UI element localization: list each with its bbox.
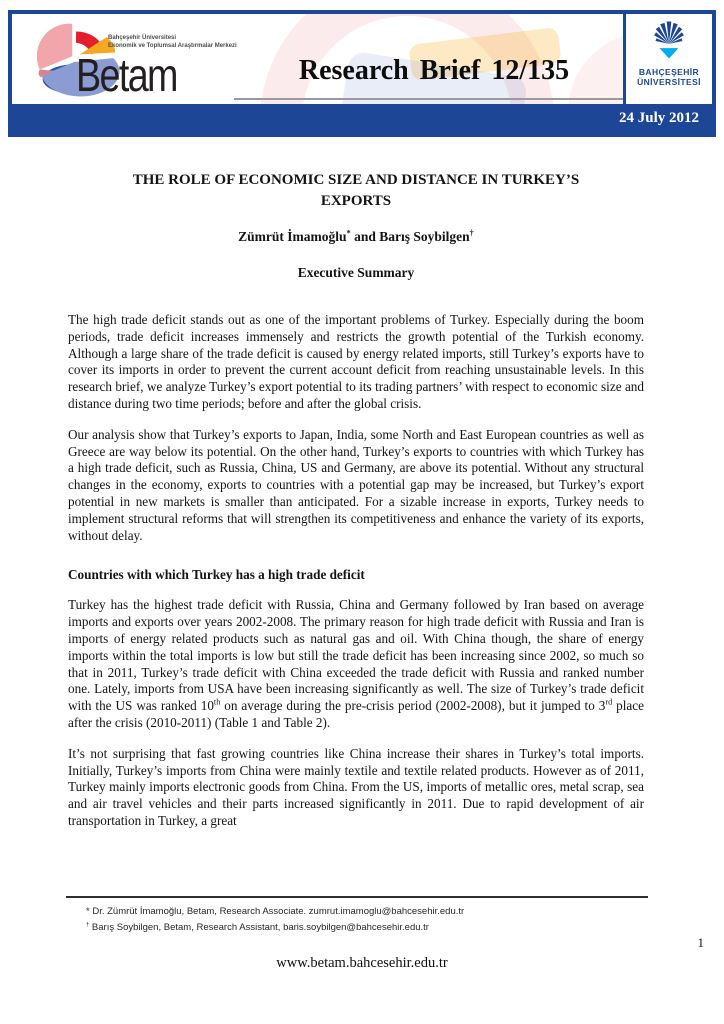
betam-org-line2: Ekonomik ve Toplumsal Araştırmalar Merkezi	[108, 42, 237, 49]
university-name-line1: BAHÇEŞEHİR	[638, 67, 700, 77]
footnote-author-2: † Barış Soybilgen, Betam, Research Assistant, baris.soybilgen@bahcesehir.edu.tr	[86, 921, 429, 933]
document-title	[68, 170, 644, 212]
date-band	[12, 104, 712, 133]
executive-summary-heading: Executive Summary	[297, 265, 415, 280]
betam-wordmark: Betam	[76, 49, 177, 101]
footnotes	[86, 904, 646, 936]
bahcesehir-university-logo	[623, 14, 712, 104]
research-brief-title: Research Brief 12/135	[298, 55, 570, 86]
paragraph-4: It’s not surprising that fast growing countries like China increase their shares in Turkey’s total imports. Initially, Turkey’s imports from China were mainly textile and textile related products. However as of 2011, Turkey mainly imports electronic goods from China. From the US, imports of metallic ores, metal scrap, sea and air travel vehicles and their parts increased significantly in 2011. Due to rapid development of air transportation in Turkey, a great	[68, 745, 644, 828]
footnote-separator	[66, 896, 648, 898]
paragraph-2: Our analysis show that Turkey’s exports to Japan, India, some North and East European countries as well as Greece are way below its potential. On the other hand, Turkey’s exports to countries with which Turkey has a high trade deficit, such as Russia, China, US and Germany, are above its potential. Without any structural changes in the economy, exports to countries with a potential gap may be increased, but Turkey’s export potential in new markets is smaller than anticipated. For a sizable increase in exports, Turkey needs to implement structural reforms that will strengthen its competitiveness and enhance the variety of its exports, without delay.	[68, 426, 644, 543]
betam-org-line1: Bahçeşehir Üniversitesi	[108, 35, 177, 41]
page-number: 1	[697, 935, 704, 950]
header-banner	[8, 10, 716, 137]
university-name	[626, 68, 712, 87]
website-footer: www.betam.bahcesehir.edu.tr	[276, 955, 448, 971]
paragraph-3: Turkey has the highest trade deficit with Russia, China and Germany followed by Iran based on average imports and exports over years 2002-2008. The primary reason for high trade deficit with Russia and Iran is imports of energy related products such as natural gas and oil. With China though, the share of energy imports within the total imports is low but still the trade deficit has been increasing since 2002, so much so that in 2011, Turkey’s trade deficit with China exceeded the trade deficit with Russia and ranked number one. Lately, imports from USA have been increasing significantly as well. The size of Turkey’s trade deficit with the US was ranked 10th on average during the pre-crisis period (2002-2008), but it jumped to 3rd place after the crisis (2010-2011) (Table 1 and Table 2).	[68, 597, 644, 730]
document-title-line1: THE ROLE OF ECONOMIC SIZE AND DISTANCE IN TURKEY’S	[132, 172, 580, 188]
university-fan-icon	[643, 18, 695, 68]
paragraph-1: The high trade deficit stands out as one of the important problems of Turkey. Especially during the boom periods, trade deficit increases immensely and restricts the growth potential of the Turkish economy. Although a large share of the trade deficit is caused by energy related imports, still Turkey’s exports have to cover its imports in order to prevent the current account deficit from reaching unsustainable levels. In this research brief, we analyze Turkey’s export potential to its trading partners’ with respect to economic size and distance during two time periods; before and after the global crisis.	[68, 312, 644, 411]
document-title-line2: EXPORTS	[320, 193, 392, 209]
header-top-strip	[12, 14, 712, 104]
authors-line: Zümrüt İmamoğlu* and Barış Soybilgen†	[238, 228, 474, 244]
section-heading-trade-deficit: Countries with which Turkey has a high trade deficit	[68, 567, 365, 583]
footnote-author-1: * Dr. Zümrüt İmamoğlu, Betam, Research Associate. zumrut.imamoglu@bahcesehir.edu.tr	[86, 906, 465, 917]
betam-org-name	[108, 35, 237, 50]
brief-title-underline	[234, 98, 638, 100]
university-name-line2: ÜNİVERSİTESİ	[637, 76, 701, 87]
document-body	[68, 170, 644, 830]
publication-date: 24 July 2012	[618, 110, 699, 126]
